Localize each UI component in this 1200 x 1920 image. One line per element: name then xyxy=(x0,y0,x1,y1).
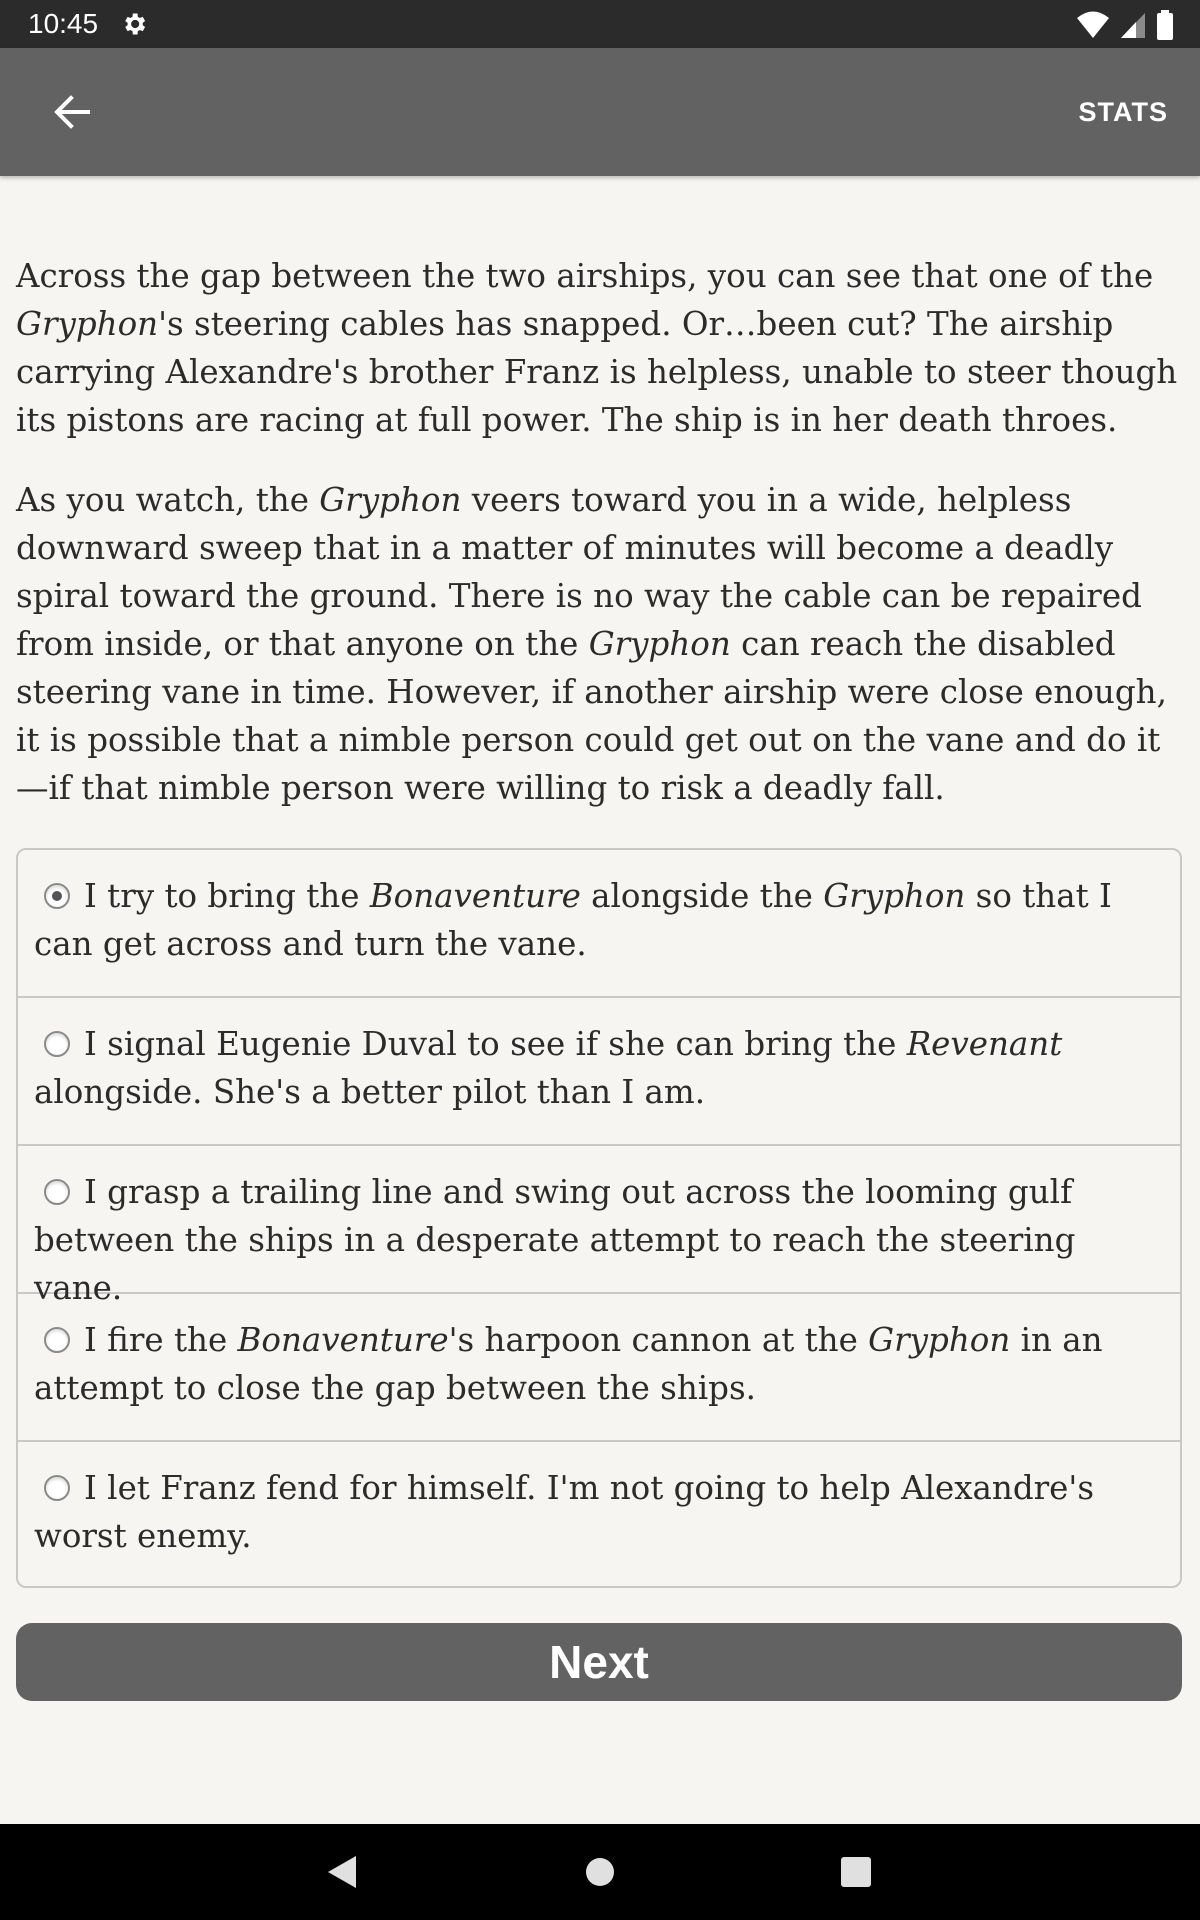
stats-button[interactable]: STATS xyxy=(1078,97,1168,127)
radio-button[interactable] xyxy=(44,1327,70,1353)
home-circle-icon[interactable] xyxy=(576,1848,624,1896)
arrow-left-icon xyxy=(54,95,90,129)
status-time: 10:45 xyxy=(28,8,99,39)
status-bar xyxy=(0,0,1200,48)
choice-option[interactable]: I signal Eugenie Duval to see if she can bring the Revenant alongside. She's a better pilot than I am. xyxy=(18,998,1180,1146)
story-paragraph: As you watch, the Gryphon veers toward you in a wide, helpless downward sweep that in a matter of minutes will become a deadly spiral toward the ground. There is no way the cable can be repaired from inside, or that anyone on the Gryphon can reach the disabled steering vane in time. However, if another airship were close enough, it is possible that a nimble person could get out on the vane and do it—if that nimble person were willing to risk a deadly fall. xyxy=(16,481,1167,807)
gear-icon xyxy=(120,10,148,38)
choice-option[interactable]: I try to bring the Bonaventure alongside the Gryphon so that I can get across and turn the vane. xyxy=(18,850,1180,998)
navigation-bar xyxy=(0,1824,1200,1920)
radio-button[interactable] xyxy=(44,1179,70,1205)
back-button[interactable] xyxy=(40,88,104,136)
story-paragraph: Across the gap between the two airships, you can see that one of the Gryphon's steering cables has snapped. Or…been cut? The airship carrying Alexandre's brother Franz is helpless, unable to steer though its pistons are racing at full power. The ship is in her death throes. xyxy=(16,257,1178,439)
choice-option[interactable]: I let Franz fend for himself. I'm not going to help Alexandre's worst enemy. xyxy=(34,1469,1095,1555)
story-text xyxy=(16,252,1182,844)
app-bar xyxy=(0,48,1200,176)
choice-option[interactable]: I fire the Bonaventure's harpoon cannon at the Gryphon in an attempt to close the gap between the ships. xyxy=(18,1294,1180,1442)
radio-button-selected[interactable] xyxy=(44,883,70,909)
choice-option[interactable]: I grasp a trailing line and swing out across the looming gulf between the ships in a desperate attempt to reach the steering vane. xyxy=(18,1146,1180,1294)
recents-square-icon[interactable] xyxy=(832,1848,880,1896)
back-triangle-icon[interactable] xyxy=(318,1848,366,1896)
next-button[interactable]: Next xyxy=(16,1623,1182,1701)
status-icons xyxy=(1076,10,1174,40)
radio-button[interactable] xyxy=(44,1031,70,1057)
choice-list xyxy=(16,848,1182,1588)
radio-button[interactable] xyxy=(44,1475,70,1501)
battery-icon xyxy=(1156,10,1174,40)
wifi-icon xyxy=(1076,11,1110,39)
signal-icon xyxy=(1120,11,1146,39)
